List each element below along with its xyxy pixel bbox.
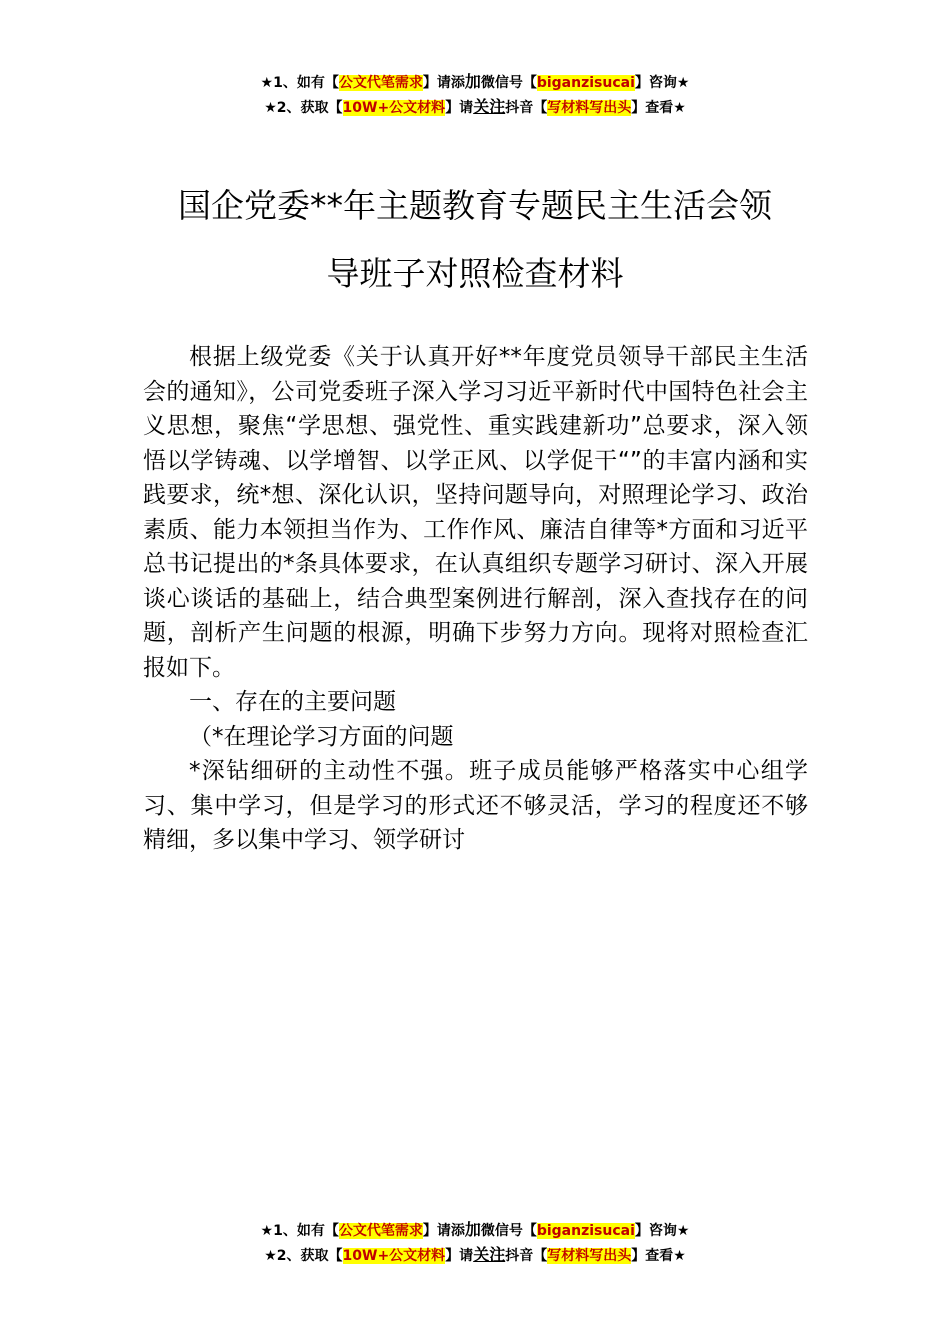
paragraph-item: *深钻细研的主动性不强。班子成员能够严格落实中心组学习、集中学习，但是学习的形式还不够灵活，学习的程度还不够精细，多以集中学习、领学研讨 <box>143 758 808 853</box>
banner-emphasis: 关注 <box>473 97 506 116</box>
banner-text: 】查看★ <box>631 1248 686 1264</box>
banner-emphasis: 关注 <box>473 1245 506 1264</box>
banner-line-1 <box>0 1218 950 1243</box>
highlight-douyin-account: 写材料写出头 <box>547 1248 632 1264</box>
banner-line-2 <box>0 1243 950 1268</box>
banner-text: 抖音【 <box>505 100 548 116</box>
highlight-wechat-id: biganzisucai <box>536 75 635 91</box>
banner-text: 】查看★ <box>631 100 686 116</box>
banner-text: 】咨询★ <box>634 1223 690 1239</box>
title-line-1: 国企党委**年主题教育专题民主生活会领 <box>178 186 772 225</box>
section-heading: 一、存在的主要问题 <box>189 689 396 715</box>
header-banner <box>0 70 950 120</box>
highlight-service: 公文代笔需求 <box>338 1223 423 1239</box>
paragraph-intro: 根据上级党委《关于认真开好**年度党员领导干部民主生活会的通知》，公司党委班子深入学习习近平新时代中国特色社会主义思想，聚焦“学思想、强党性、重实践建新功”总要求，深入领悟以学铸魂、以学增智、以学正风、以学促干“”的丰富内涵和实践要求，统*想、深化认识，坚持问题导向，对照理论学习、政治素质、能力本领担当作为、工作作风、廉洁自律等*方面和习近平总书记提出的*条具体要求，在认真组织专题学习研讨、深入开展谈心谈话的基础上，结合典型案例进行解剖，深入查找存在的问题，剖析产生问题的根源，明确下步努力方向。现将对照检查汇报如下。 <box>143 344 808 681</box>
banner-text: 】请添 <box>422 1223 465 1239</box>
banner-line-2 <box>0 95 950 120</box>
banner-text: 】请添 <box>422 75 465 91</box>
banner-text: 微信号【 <box>480 75 537 91</box>
highlight-wechat-id: biganzisucai <box>536 1223 635 1239</box>
banner-text: 微信号【 <box>480 1223 537 1239</box>
banner-text: ★2、获取【 <box>264 100 343 116</box>
footer-banner <box>0 1218 950 1268</box>
banner-emphasis: 加 <box>464 1220 481 1239</box>
document-body <box>143 340 808 858</box>
banner-text: ★1、如有【 <box>260 75 339 91</box>
document-title <box>120 172 830 308</box>
highlight-douyin-account: 写材料写出头 <box>547 100 632 116</box>
subsection-heading: （*在理论学习方面的问题 <box>189 723 454 750</box>
highlight-materials: 10W+公文材料 <box>342 100 446 116</box>
banner-text: 抖音【 <box>505 1248 548 1264</box>
banner-text: 】咨询★ <box>634 75 690 91</box>
banner-emphasis: 加 <box>464 72 481 91</box>
banner-line-1 <box>0 70 950 95</box>
banner-text: 】请 <box>445 100 474 116</box>
banner-text: 】请 <box>445 1248 474 1264</box>
banner-text: ★1、如有【 <box>260 1223 339 1239</box>
title-line-2: 导班子对照检查材料 <box>326 254 624 293</box>
banner-text: ★2、获取【 <box>264 1248 343 1264</box>
highlight-materials: 10W+公文材料 <box>342 1248 446 1264</box>
highlight-service: 公文代笔需求 <box>338 75 423 91</box>
